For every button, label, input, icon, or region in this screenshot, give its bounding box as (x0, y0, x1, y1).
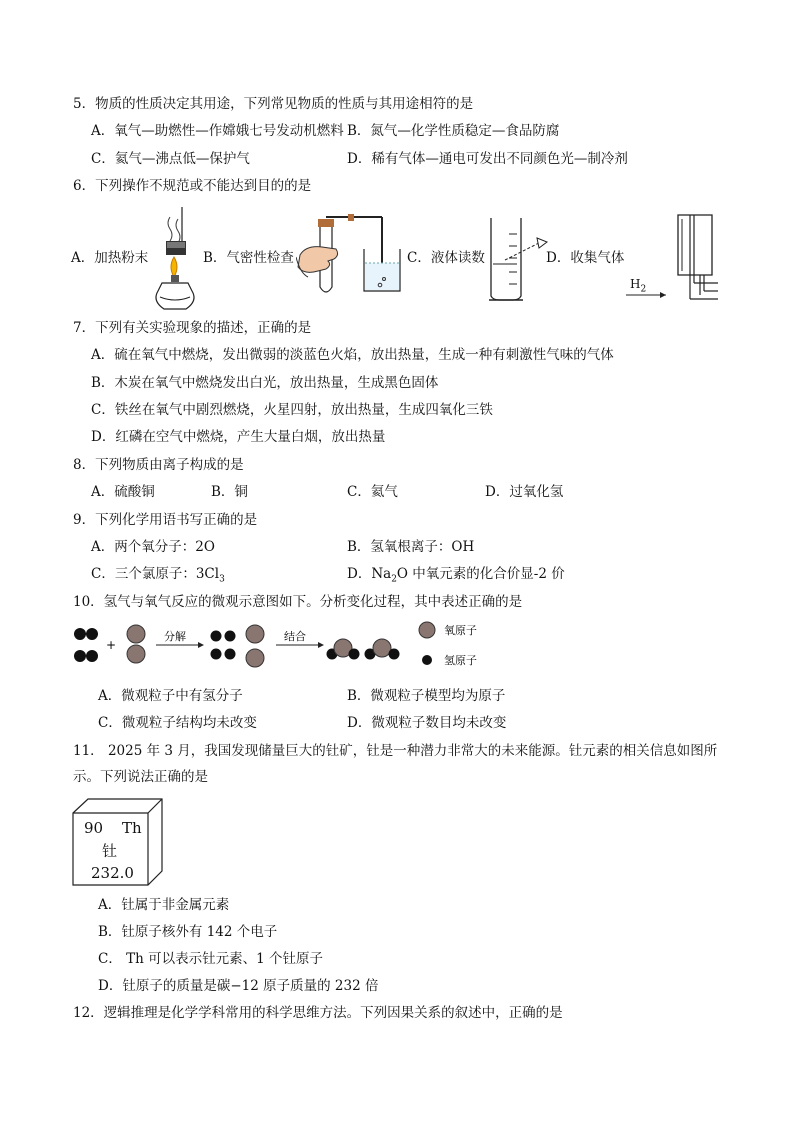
water-molecules (327, 639, 400, 660)
decompose-label: 分解 (164, 630, 186, 643)
q8-option-b[interactable]: B．铜 (211, 484, 248, 500)
element-symbol: Th (122, 819, 142, 837)
q11-option-b[interactable]: B．钍原子核外有 142 个电子 (98, 924, 278, 940)
separated-atoms (211, 625, 265, 667)
q7-option-b[interactable]: B．木炭在氧气中燃烧发出白光，放出热量，生成黑色固体 (91, 375, 439, 391)
atomic-mass: 232.0 (91, 864, 134, 882)
q7-option-a[interactable]: A．硫在氧气中燃烧，发出微弱的淡蓝色火焰，放出热量，生成一种有刺激性气味的气体 (91, 347, 614, 363)
q12-stem: 12．逻辑推理是化学学科常用的科学思维方法。下列因果关系的叙述中，正确的是 (73, 1005, 563, 1021)
q10-option-d[interactable]: D．微观粒子数目均未改变 (347, 715, 507, 731)
q5-option-a[interactable]: A．氧气—助燃性—作嫦娥七号发动机燃料 (91, 123, 344, 139)
q6-option-a[interactable]: A．加热粉末 (71, 250, 149, 266)
alcohol-lamp-heating-icon (148, 205, 198, 313)
q11-option-d[interactable]: D．钍原子的质量是碳−12 原子质量的 232 倍 (98, 978, 379, 994)
q6-option-b[interactable]: B．气密性检查 (203, 250, 294, 266)
q11-option-a[interactable]: A．钍属于非金属元素 (98, 897, 230, 913)
atomic-number: 90 (84, 819, 104, 837)
q9-option-c[interactable]: C．三个氯原子：$3Cl_3$ (91, 566, 225, 585)
oxygen-molecule (127, 625, 145, 663)
hydrogen-oxygen-reaction-diagram (70, 618, 490, 680)
q9-option-d[interactable]: D．$Na_2O$ 中氧元素的化合价显-2 价 (347, 566, 565, 585)
q11-stem-line1: 11． 2025 年 3 月，我国发现储量巨大的钍矿，钍是一种潜力非常大的未来能源。钍元素的相关信息如图所 (73, 743, 718, 759)
q7-option-c[interactable]: C．铁丝在氧气中剧烈燃烧，火星四射，放出热量，生成四氧化三铁 (91, 402, 493, 418)
q8-option-d[interactable]: D．过氧化氢 (485, 484, 564, 500)
graduated-cylinder-reading-icon (487, 214, 552, 304)
hydrogen-molecules (74, 628, 98, 662)
q8-option-c[interactable]: C．氦气 (347, 484, 398, 500)
q10-option-c[interactable]: C．微观粒子结构均未改变 (98, 715, 257, 731)
q7-stem: 7．下列有关实验现象的描述，正确的是 (73, 320, 312, 336)
q10-stem: 10．氢气与氧气反应的微观示意图如下。分析变化过程，其中表述正确的是 (73, 594, 523, 610)
q5-option-c[interactable]: C．氦气—沸点低—保护气 (91, 151, 250, 167)
q5-option-d[interactable]: D．稀有气体—通电可发出不同颜色光—制冷剂 (347, 151, 628, 167)
q10-option-a[interactable]: A．微观粒子中有氢分子 (98, 688, 243, 704)
q10-option-b[interactable]: B．微观粒子模型均为原子 (347, 688, 506, 704)
h2-label: $H_2$ (630, 277, 647, 295)
q6-option-c[interactable]: C．液体读数 (407, 250, 485, 266)
plus-sign: + (106, 638, 117, 652)
thorium-element-cell (72, 797, 164, 887)
q7-option-d[interactable]: D．红磷在空气中燃烧，产生大量白烟，放出热量 (91, 429, 386, 445)
q6-stem: 6．下列操作不规范或不能达到目的的是 (73, 178, 312, 194)
q9-option-a[interactable]: A．两个氧分子：2O (91, 539, 215, 555)
hydrogen-atom-legend-icon (422, 655, 432, 665)
oxygen-atom-legend-icon (419, 622, 435, 638)
q5-option-b[interactable]: B．氮气—化学性质稳定—食品防腐 (347, 123, 560, 139)
legend-hydrogen: 氢原子 (444, 654, 477, 667)
q9-option-b[interactable]: B．氢氧根离子：OH (347, 539, 475, 555)
airtightness-check-icon (296, 205, 408, 305)
combine-label: 结合 (284, 630, 306, 643)
q9-stem: 9．下列化学用语书写正确的是 (73, 512, 258, 528)
q11-option-c[interactable]: C． Th 可以表示钍元素、1 个钍原子 (98, 951, 323, 967)
q5-stem: 5．物质的性质决定其用途，下列常见物质的性质与其用途相符的是 (73, 96, 474, 112)
legend-oxygen: 氧原子 (444, 624, 477, 637)
q6-option-d[interactable]: D．收集气体 (546, 250, 625, 266)
q8-option-a[interactable]: A．硫酸铜 (91, 484, 155, 500)
q8-stem: 8．下列物质由离子构成的是 (73, 457, 244, 473)
q11-stem-line2: 示。下列说法正确的是 (73, 769, 208, 785)
element-name: 钍 (102, 842, 118, 860)
